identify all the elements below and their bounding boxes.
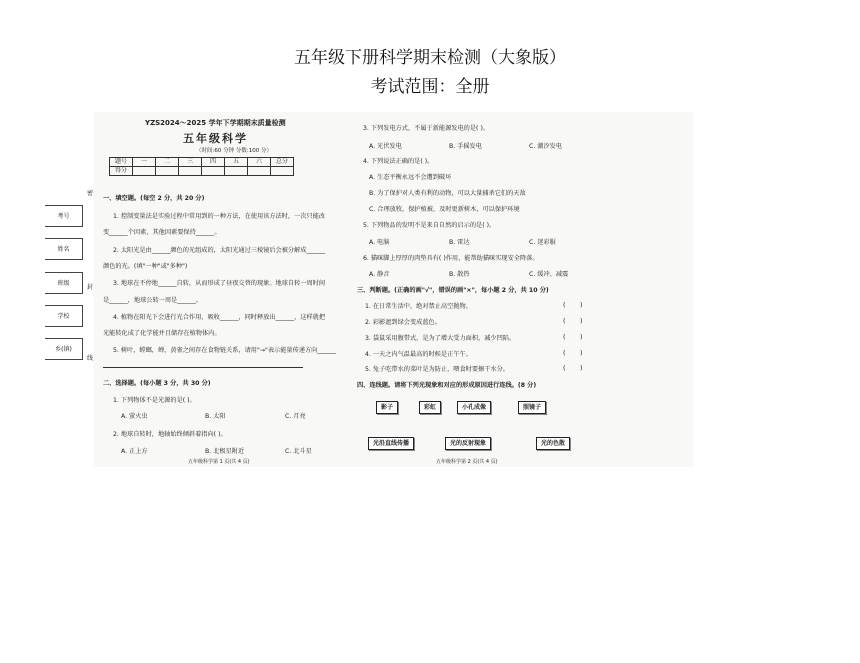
- match-bottom-box-reflection: 光的反射现象: [445, 437, 491, 450]
- judge-item-1: 1. 在日常生活中，绝对禁止高空抛物。: [365, 303, 472, 310]
- judge-answer-paren: ( ): [563, 349, 583, 357]
- choice-q2-option-c: C. 北斗星: [285, 448, 312, 455]
- judge-answer-paren: ( ): [563, 301, 583, 309]
- fill-q4-line2: 光能转化成了化学能并且储存在植物体内。: [103, 330, 221, 337]
- choice-q6-option-a: A. 静音: [369, 271, 390, 278]
- fill-q4-line1: 4. 植物在阳光下会进行光合作用，吸收______，同时释放出______，这样就把: [113, 314, 326, 321]
- choice-q3-option-b: B. 手摇发电: [449, 143, 482, 150]
- fill-q1-line1: 1. 控制变量法是实验过程中常用到的一种方法，在使用该方法时，一次只能改: [113, 213, 326, 220]
- choice-q4-option-b: B. 为了保护对人类有利的动物，可以大量捕杀它们的天敌: [369, 190, 526, 197]
- match-bottom-box-straight-line: 光沿直线传播: [368, 437, 414, 450]
- score-header-cell: 六: [248, 158, 271, 167]
- page2-footer: 五年级科学第 2 页(共 4 页): [436, 459, 498, 465]
- binding-label-class: 班级: [45, 272, 83, 294]
- score-cell: [271, 167, 294, 176]
- section4-heading: 四、连线题。请将下列光现象和对应的形成原因进行连线。(8 分): [357, 382, 537, 389]
- scanned-exam-sheet: [93, 112, 693, 467]
- score-header-cell: 一: [133, 158, 156, 167]
- match-top-box-shadow: 影子: [376, 401, 398, 414]
- judge-item-4: 4. 一天之内气温最高的时候是正午午。: [365, 351, 472, 358]
- exam-meta: （时间:60 分钟 分数:100 分）: [196, 148, 272, 154]
- score-header-cell: 题号: [110, 158, 133, 167]
- choice-q1-option-b: B. 太阳: [205, 413, 226, 420]
- choice-q5: 5. 下列物品的发明不是来自自然的启示的是( )。: [363, 222, 496, 229]
- score-row-label: 得分: [110, 167, 133, 176]
- choice-q4: 4. 下列说法正确的是( )。: [363, 158, 434, 165]
- choice-q3: 3. 下列发电方式，不属于新能源发电的是( )。: [363, 125, 490, 132]
- binding-char-mi: 密: [87, 190, 94, 197]
- choice-q5-option-b: B. 雷达: [449, 239, 470, 246]
- fill-q5-line1: 5. 树叶，螳螂，蝉，黄雀之间存在食物链关系，请用"→"表示能量传递方向______: [113, 347, 336, 354]
- score-cell: [225, 167, 248, 176]
- match-bottom-box-dispersion: 光的色散: [536, 437, 570, 450]
- document-title: 五年级下册科学期末检测（大象版）: [294, 48, 566, 68]
- score-cell: [179, 167, 202, 176]
- fill-q2-line2: 颜色的光。(填"一种"或"多种"): [103, 263, 188, 270]
- choice-q6: 6. 猫咪脚上厚厚的肉垫具有( )作用，能帮助猫咪实现安全降落。: [363, 255, 539, 262]
- page1-footer: 五年级科学第 1 页(共 4 页): [188, 459, 250, 465]
- judge-answer-paren: ( ): [563, 333, 583, 341]
- choice-q4-option-c: C. 合理放牧，保护植被，及时更新树木，可以保护环境: [369, 206, 520, 213]
- fill-q3-line1: 3. 地球在不停地______自转，从而形成了昼夜交替的现象。地球自转一周时间: [113, 280, 326, 287]
- binding-char-xian: 线: [87, 355, 94, 362]
- binding-label-name: 姓名: [45, 238, 83, 260]
- fill-q3-line2: 是______，地球公转一周是______。: [103, 297, 202, 304]
- section2-heading: 二、选择题。(每小题 3 分，共 30 分): [103, 380, 211, 387]
- choice-q3-option-a: A. 光伏发电: [369, 143, 402, 150]
- judge-item-3: 3. 袋鼠采用腹带式，是为了增大受力面积，减少凹陷。: [365, 335, 516, 342]
- choice-q4-option-a: A. 生态平衡永远不会遭到破坏: [369, 174, 452, 181]
- binding-label-exam-no: 考号: [45, 205, 83, 227]
- score-header-cell: 五: [225, 158, 248, 167]
- answer-blank-line: [103, 363, 303, 368]
- score-cell: [156, 167, 179, 176]
- judge-item-5: 5. 兔子吃带水的菜叶是为防止，喂食时要擦干水分。: [365, 366, 509, 373]
- binding-label-town: 乡(镇): [45, 338, 83, 360]
- judge-answer-paren: ( ): [563, 364, 583, 372]
- score-header-cell: 二: [156, 158, 179, 167]
- score-header-cell: 四: [202, 158, 225, 167]
- score-cell: [202, 167, 225, 176]
- match-top-box-rainbow: 彩虹: [419, 401, 441, 414]
- choice-q3-option-c: C. 潮汐发电: [529, 143, 563, 150]
- score-cell: [248, 167, 271, 176]
- choice-q2-option-a: A. 正上方: [121, 448, 148, 455]
- judge-answer-paren: ( ): [563, 317, 583, 325]
- choice-q5-option-a: A. 电脑: [369, 239, 390, 246]
- binding-label-school: 学校: [45, 305, 83, 327]
- score-table: [109, 157, 294, 176]
- choice-q6-option-b: B. 散热: [449, 271, 470, 278]
- score-header-cell: 三: [179, 158, 202, 167]
- choice-q1: 1. 下列物体不是光源的是( )。: [113, 397, 196, 404]
- match-top-box-pinhole: 小孔成像: [457, 401, 491, 414]
- exam-subject: 五年级科学: [183, 132, 248, 145]
- choice-q5-option-c: C. 迷彩服: [529, 239, 556, 246]
- score-cell: [133, 167, 156, 176]
- section1-heading: 一、填空题。(每空 2 分，共 20 分): [103, 195, 205, 202]
- section3-heading: 三、判断题。(正确的画"√"，错误的画"×"，每小题 2 分，共 10 分): [357, 287, 549, 294]
- fill-q2-line1: 2. 太阳光是由______颜色的光组成的，太阳光通过三棱镜后会被分解成______: [113, 247, 326, 254]
- match-top-box-mirror: 照镜子: [518, 401, 546, 414]
- score-header-cell: 总分: [271, 158, 294, 167]
- document-subtitle: 考试范围：全册: [370, 77, 490, 97]
- exam-header: YZS2024～2025 学年下学期期末质量检测: [145, 119, 286, 127]
- choice-q6-option-c: C. 缓冲、减震: [529, 271, 569, 278]
- fill-q1-line2: 变______个因素，其他因素要保持______。: [103, 229, 221, 236]
- choice-q1-option-a: A. 萤火虫: [121, 413, 148, 420]
- binding-char-feng: 封: [87, 284, 94, 291]
- judge-item-2: 2. 彩影遮到绿会变成蓝色。: [365, 319, 441, 326]
- choice-q1-option-c: C. 月亮: [285, 413, 306, 420]
- choice-q2-option-b: B. 北极星附近: [205, 448, 245, 455]
- choice-q2: 2. 地球自转时，地轴始终倾斜着指向( )。: [113, 431, 227, 438]
